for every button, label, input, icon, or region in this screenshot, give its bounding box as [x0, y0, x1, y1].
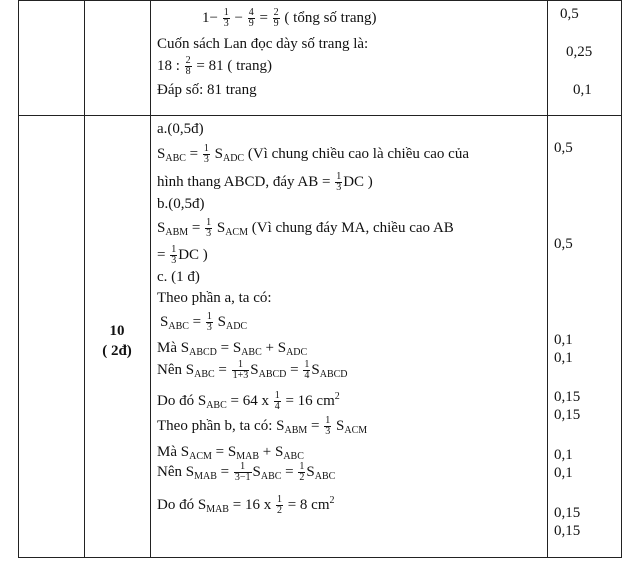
- part-c-equation: Do đó $S_{MAB} = 16$ x $\frac{1}{2}$ = 8 $cm^2$: [157, 494, 335, 517]
- part-c-equation: Mà $S_{ACM} = S_{MAB} + S_{ABC}$: [157, 444, 304, 462]
- part-a-heading: a.(0,5đ): [157, 121, 204, 137]
- score-value: 0,1: [554, 465, 573, 481]
- part-c-line: Theo phần a, ta có:: [157, 290, 272, 306]
- score-value: 0,1: [554, 447, 573, 463]
- score-value: 0,25: [566, 44, 593, 60]
- part-c-equation: Do đó $S_{ABC} = 64$ x $\frac{1}{4}$ = 16 $cm^2$: [157, 390, 340, 413]
- part-c-equation: $S_{ABC}$ = $\frac{1}{3}$ $S_{ADC}$: [160, 311, 248, 333]
- score-value: 0,15: [554, 523, 581, 539]
- score-value: 0,5: [560, 6, 579, 22]
- part-c-equation: Mà $S_{ABCD} = S_{ABC} + S_{ADC}$: [157, 340, 308, 358]
- score-value: 0,5: [554, 236, 573, 252]
- equation-pages-fraction: 1− $\frac{1}{3}$ − $\frac{4}{9}$ = $\frac{2}{9}$ ( tổng số trang): [202, 7, 377, 29]
- question-number: 10: [109, 323, 125, 339]
- score-value: 0,15: [554, 389, 581, 405]
- question-points: ( 2đ): [102, 343, 132, 359]
- score-value: 0,1: [554, 350, 573, 366]
- score-value: 0,1: [573, 82, 592, 98]
- book-pages-statement: Cuốn sách Lan đọc dày số trang là:: [157, 36, 369, 52]
- table-border-left: [18, 0, 19, 558]
- part-b-equation: $S_{ABM}$ = $\frac{1}{3}$ $S_{ACM}$ (Vì chung đáy MA, chiều cao AB: [157, 217, 454, 239]
- part-b-reason: = $\frac{1}{3}$ DC ): [157, 244, 208, 266]
- part-c-equation: Nên $S_{ABC}$ = $\frac{1}{1+3}$ $S_{ABCD}$ = $\frac{1}{4}$ $S_{ABCD}$: [157, 359, 348, 381]
- part-a-equation: $S_{ABC}$ = $\frac{1}{3}$ $S_{ADC}$ (Vì chung chiều cao là chiều cao của: [157, 143, 469, 165]
- answer-line: Đáp số: 81 trang: [157, 82, 257, 98]
- score-value: 0,1: [554, 332, 573, 348]
- score-value: 0,15: [554, 505, 581, 521]
- score-value: 0,5: [554, 140, 573, 156]
- book-pages-calculation: 18 : $\frac{2}{8}$ = 81 ( trang): [157, 55, 272, 77]
- table-top-edge: [18, 0, 622, 1]
- part-b-heading: b.(0,5đ): [157, 196, 205, 212]
- part-c-equation: Nên $S_{MAB}$ = $\frac{1}{3-1}$ $S_{ABC}$ = $\frac{1}{2}$ $S_{ABC}$: [157, 461, 336, 483]
- table-border-bottom: [18, 557, 622, 558]
- score-value: 0,15: [554, 407, 581, 423]
- part-c-heading: c. (1 đ): [157, 269, 200, 285]
- table-border-right: [621, 0, 622, 558]
- table-border-col3: [547, 0, 548, 558]
- part-a-reason: hình thang ABCD, đáy AB = $\frac{1}{3}$ DC ): [157, 171, 373, 193]
- table-border-col2: [150, 0, 151, 558]
- part-c-equation: Theo phần b, ta có: $S_{ABM}$ = $\frac{1}{3}$ $S_{ACM}$: [157, 415, 368, 437]
- table-border-col1: [84, 0, 85, 558]
- table-row-divider: [18, 115, 622, 116]
